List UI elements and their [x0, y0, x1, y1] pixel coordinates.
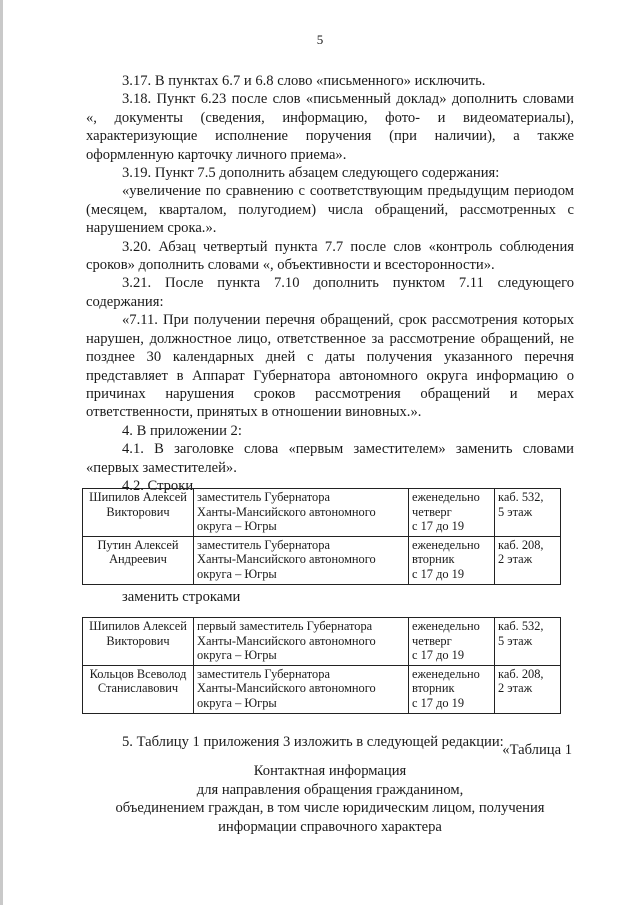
heading-line: объединением граждан, в том числе юридическим лицом, получения — [115, 800, 545, 817]
schedule-cell: еженедельно вторник с 17 до 19 — [409, 665, 495, 713]
table-label: «Таблица 1 — [502, 742, 572, 758]
paragraph-4: 4. В приложении 2: — [122, 422, 242, 439]
room-cell: каб. 208, 2 этаж — [495, 665, 561, 713]
room-cell: каб. 208, 2 этаж — [495, 536, 561, 584]
paragraph-3-18: 3.18. Пункт 6.23 после слов «письменный доклад» дополнить словами «, документы (сведения, информацию, фото- и видеоматериалы), характеризующие исполнение поручения (при наличии), а также оформленную карточку личного приема». — [86, 91, 574, 163]
room-cell: каб. 532, 5 этаж — [495, 489, 561, 537]
table-row — [83, 536, 561, 584]
heading-line: информации справочного характера — [218, 818, 442, 835]
contact-heading — [86, 762, 574, 836]
heading-line: для направления обращения гражданином, — [196, 781, 464, 798]
scan-edge — [0, 0, 3, 905]
schedule-cell: еженедельно вторник с 17 до 19 — [409, 536, 495, 584]
paragraph-3-19: 3.19. Пункт 7.5 дополнить абзацем следующего содержания: — [122, 165, 500, 182]
schedule-cell: еженедельно четверг с 17 до 19 — [409, 618, 495, 666]
position-cell: заместитель Губернатора Ханты-Мансийского автономного округа – Югры — [194, 665, 409, 713]
position-cell: заместитель Губернатора Ханты-Мансийского автономного округа – Югры — [194, 536, 409, 584]
paragraph-4-2: 4.2. Строки — [122, 477, 194, 494]
table-row — [83, 618, 561, 666]
paragraph-4-1: 4.1. В заголовке слова «первым заместителем» заменить словами «первых заместителей». — [86, 441, 574, 476]
table-new-rows — [82, 617, 561, 714]
room-cell: каб. 532, 5 этаж — [495, 618, 561, 666]
heading-line: Контактная информация — [253, 763, 407, 779]
name-cell: Кольцов Всеволод Станиславович — [83, 665, 194, 713]
body-text — [86, 72, 574, 495]
paragraph-3-17: 3.17. В пунктах 6.7 и 6.8 слово «письменного» исключить. — [122, 73, 486, 89]
position-cell: первый заместитель Губернатора Ханты-Мансийского автономного округа – Югры — [194, 618, 409, 666]
name-cell: Путин Алексей Андреевич — [83, 536, 194, 584]
paragraph-3-21: 3.21. После пункта 7.10 дополнить пунктом 7.11 следующего содержания: — [86, 275, 574, 310]
paragraph-3-20: 3.20. Абзац четвертый пункта 7.7 после слов «контроль соблюдения сроков» дополнить словами «, объективности и всесторонности». — [86, 238, 574, 274]
name-cell: Шипилов Алексей Викторович — [83, 489, 194, 537]
schedule-cell: еженедельно четверг с 17 до 19 — [409, 489, 495, 537]
replace-label: заменить строками — [122, 589, 241, 605]
item-5: 5. Таблицу 1 приложения 3 изложить в следующей редакции: — [122, 734, 504, 750]
table-old-rows — [82, 488, 561, 585]
page-number: 5 — [316, 32, 324, 47]
paragraph-3-19-quote: «увеличение по сравнению с соответствующим предыдущим периодом (месяцем, кварталом, полугодием) числа обращений, рассмотренных с нарушением срока.». — [86, 183, 574, 237]
table-row — [83, 489, 561, 537]
table-row — [83, 665, 561, 713]
paragraph-7-11: «7.11. При получении перечня обращений, срок рассмотрения которых нарушен, должностное лицо, ответственное за рассмотрение обращений, не позднее 30 календарных дней с даты получения указанного перечня представляет в Аппарат Губернатора автономного округа информацию о причинах нарушения сроков рассмотрения обращений и мерах ответственности, принятых в отношении виновных.». — [86, 312, 574, 421]
name-cell: Шипилов Алексей Викторович — [83, 618, 194, 666]
position-cell: заместитель Губернатора Ханты-Мансийского автономного округа – Югры — [194, 489, 409, 537]
